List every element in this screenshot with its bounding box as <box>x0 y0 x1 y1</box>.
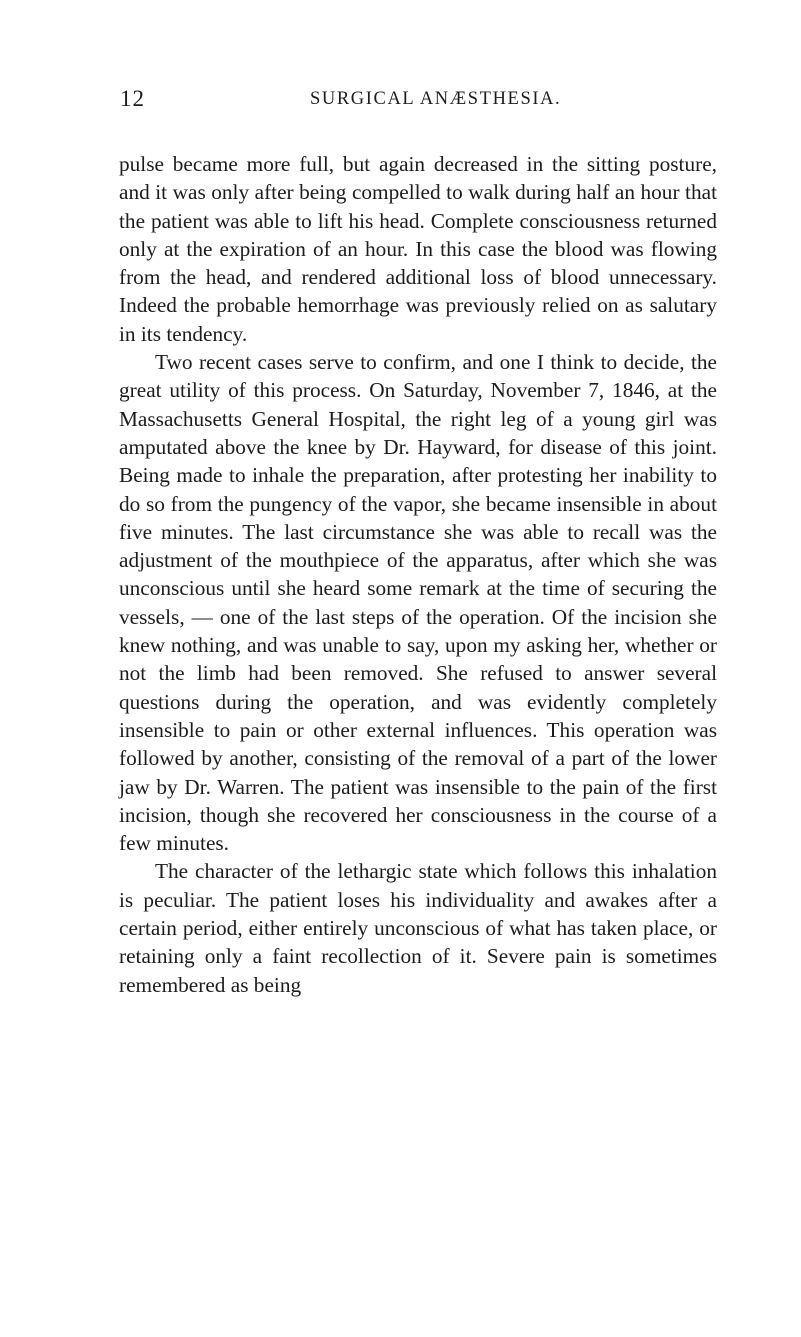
running-title: SURGICAL ANÆSTHESIA. <box>310 89 562 109</box>
running-head <box>120 86 715 114</box>
paragraph-cases: Two recent cases serve to confirm, and one I think to decide, the great utility of this process. On Saturday, November 7, 1846, at the Massachusetts General Hospital, the right leg of a young girl was amputated above the knee by Dr. Hayward, for disease of this joint. Being made to inhale the preparation, after protesting her inability to do so from the pungency of the vapor, she became insensible in about five minutes. The last circumstance she was able to recall was the adjustment of the mouthpiece of the apparatus, after which she was unconscious until she heard some remark at the time of securing the vessels, — one of the last steps of the operation. Of the incision she knew nothing, and was unable to say, upon my asking her, whether or not the limb had been removed. She refused to answer several questions during the operation, and was evidently completely insensible to pain or other external influences. This operation was followed by another, consisting of the removal of a part of the lower jaw by Dr. Warren. The patient was insensible to the pain of the first incision, though she recovered her consciousness in the course of a few minutes. <box>119 350 717 856</box>
body-text <box>119 150 717 999</box>
paragraph-lethargic-state: The character of the lethargic state which follows this inhalation is peculiar. The patient loses his individuality and awakes after a certain period, either entirely unconscious of what has taken place, or retaining only a faint recollection of it. Severe pain is sometimes remembered as being <box>119 859 717 997</box>
paragraph-continued: pulse became more full, but again decreased in the sitting posture, and it was only after being compelled to walk during half an hour that the patient was able to lift his head. Complete consciousness returned only at the expiration of an hour. In this case the blood was flowing from the head, and rendered additional loss of blood unnecessary. Indeed the probable hemorrhage was previously relied on as salutary in its tendency. <box>119 152 717 346</box>
page-number: 12 <box>120 86 145 111</box>
